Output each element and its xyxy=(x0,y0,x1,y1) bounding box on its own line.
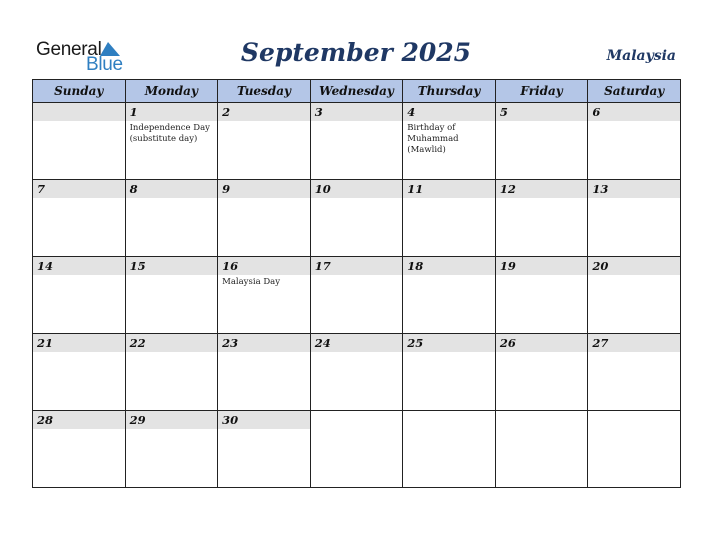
weekday-header: Friday xyxy=(495,80,588,103)
day-cell xyxy=(495,334,588,411)
empty-day-cell xyxy=(588,411,681,488)
day-number: 22 xyxy=(126,334,218,352)
day-cell xyxy=(403,180,496,257)
weekday-header-row xyxy=(33,80,681,103)
day-number: 24 xyxy=(311,334,403,352)
day-number: 17 xyxy=(311,257,403,275)
empty-day-cell xyxy=(310,411,403,488)
day-cell xyxy=(218,257,311,334)
weekday-header: Sunday xyxy=(33,80,126,103)
day-number: 30 xyxy=(218,411,310,429)
day-number: 19 xyxy=(496,257,588,275)
day-cell xyxy=(218,411,311,488)
weekday-header: Thursday xyxy=(403,80,496,103)
day-number: 21 xyxy=(33,334,125,352)
day-number: 28 xyxy=(33,411,125,429)
day-cell xyxy=(33,411,126,488)
day-cell xyxy=(218,180,311,257)
week-row xyxy=(33,411,681,488)
day-number: 6 xyxy=(588,103,680,121)
day-number: 4 xyxy=(403,103,495,121)
day-number: 5 xyxy=(496,103,588,121)
day-number: 3 xyxy=(311,103,403,121)
day-cell xyxy=(218,103,311,180)
day-number: 25 xyxy=(403,334,495,352)
day-cell xyxy=(403,257,496,334)
day-cell xyxy=(33,334,126,411)
day-cell xyxy=(125,411,218,488)
calendar-grid xyxy=(32,79,681,488)
day-number: 20 xyxy=(588,257,680,275)
logo-text-general: General xyxy=(36,39,102,60)
day-cell xyxy=(33,257,126,334)
week-row xyxy=(33,103,681,180)
day-number: 11 xyxy=(403,180,495,198)
day-number: 23 xyxy=(218,334,310,352)
day-cell xyxy=(218,334,311,411)
day-cell xyxy=(125,103,218,180)
day-number: 1 xyxy=(126,103,218,121)
day-cell xyxy=(125,180,218,257)
logo-text-blue: Blue xyxy=(86,54,123,75)
empty-day-cell xyxy=(33,103,126,180)
weekday-header: Wednesday xyxy=(310,80,403,103)
week-row xyxy=(33,257,681,334)
holiday-label: Birthday of Muhammad (Mawlid) xyxy=(407,123,459,155)
day-number: 14 xyxy=(33,257,125,275)
day-number: 29 xyxy=(126,411,218,429)
day-cell xyxy=(403,334,496,411)
day-cell xyxy=(588,180,681,257)
page-title: September 2025 xyxy=(240,38,472,67)
day-cell xyxy=(125,257,218,334)
day-number: 15 xyxy=(126,257,218,275)
day-cell xyxy=(588,257,681,334)
day-cell xyxy=(125,334,218,411)
empty-day-cell xyxy=(403,411,496,488)
day-cell xyxy=(310,334,403,411)
day-number: 13 xyxy=(588,180,680,198)
weekday-header: Saturday xyxy=(588,80,681,103)
day-number: 9 xyxy=(218,180,310,198)
day-number-empty xyxy=(33,103,125,121)
weekday-header: Tuesday xyxy=(218,80,311,103)
holiday-label: Independence Day (substitute day) xyxy=(129,123,210,144)
day-cell xyxy=(495,103,588,180)
day-number: 27 xyxy=(588,334,680,352)
day-number: 18 xyxy=(403,257,495,275)
day-cell xyxy=(495,180,588,257)
week-row xyxy=(33,334,681,411)
day-cell xyxy=(403,103,496,180)
day-cell xyxy=(588,103,681,180)
day-cell xyxy=(310,257,403,334)
day-cell xyxy=(310,103,403,180)
day-number: 8 xyxy=(126,180,218,198)
day-cell xyxy=(310,180,403,257)
day-number: 16 xyxy=(218,257,310,275)
day-number: 7 xyxy=(33,180,125,198)
day-number: 12 xyxy=(496,180,588,198)
day-cell xyxy=(588,334,681,411)
week-row xyxy=(33,180,681,257)
day-number: 26 xyxy=(496,334,588,352)
day-cell xyxy=(495,257,588,334)
day-number: 10 xyxy=(311,180,403,198)
day-cell xyxy=(33,180,126,257)
day-number: 2 xyxy=(218,103,310,121)
holiday-label: Malaysia Day xyxy=(222,277,281,287)
weekday-header: Monday xyxy=(125,80,218,103)
empty-day-cell xyxy=(495,411,588,488)
country-label: Malaysia xyxy=(606,48,676,64)
